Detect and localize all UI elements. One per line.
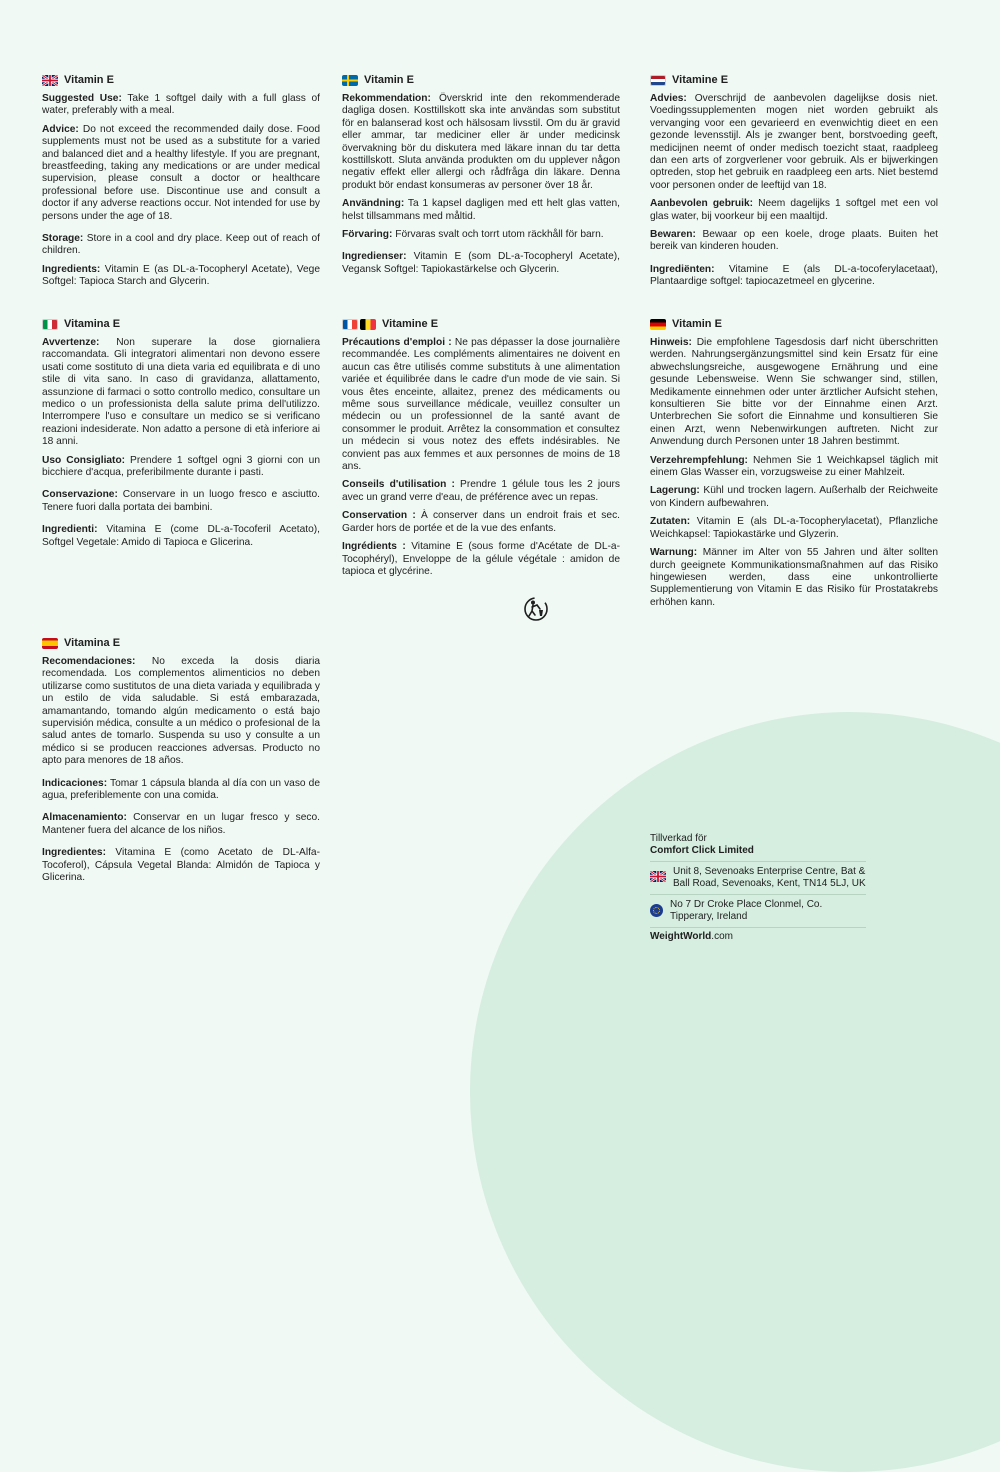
para-warnung: Warnung: Männer im Alter von 55 Jahren und älter sollten durch geeignete Kommunikationsmaßnahmen auf das Risiko hingewiesen werden, dass eine unkontrollierte Supplementierung von Vitamin E das Risiko für Prostatakrebs erhöhen kann. <box>650 547 938 608</box>
section-it-title <box>42 317 320 331</box>
uk-flag-icon <box>650 871 666 882</box>
para-uso-consigliato: Uso Consigliato: Prendere 1 softgel ogni 3 giorni con un bicchiere d'acqua, preferibilmente durante i pasti. <box>42 454 320 479</box>
para-precautions: Précautions d'emploi : Ne pas dépasser la dose journalière recommandée. Les compléments alimentaires ne doivent en aucun cas être utilisés comme substituts à une alimentation variée et équilibrée dans le cadre d'un mode de vie sain. Si vous êtes enceinte, allaitez, prenez des médicaments ou même sous surveillance médicale, veuillez consulter un médecin ou un professionnel de la santé avant de consommer le produit. Arrêtez la consommation et consultez un médecin si vous notez des effets indésirables. Ne convient pas aux femmes et aux personnes de moins de 18 ans. <box>342 337 620 473</box>
netherlands-flag-icon <box>650 75 666 86</box>
section-es-title <box>42 636 320 650</box>
para-verzehrempfehlung: Verzehrempfehlung: Nehmen Sie 1 Weichkapsel täglich mit einem Glas Wasser ein, vorzugsweise zu einer Mahlzeit. <box>650 454 938 479</box>
para-recomendaciones: Recomendaciones: No exceda la dosis diaria recomendada. Los complementos alimenticios no deben utilizarse como sustitutos de una dieta variada y equilibrada y un estilo de vida saludable. Si está embarazada, amamantando, tomando algún medicamento o está bajo supervisión médica, consulte a un médico o profesional de la salud antes de tomarlo. Suspenda su uso y consulte a un médico si se producen reacciones adversas. Producto no apto para menores de 18 años. <box>42 656 320 767</box>
para-ingredients-fr: Ingrédients : Vitamine E (sous forme d'Acétate de DL-a-Tocophéryl), Enveloppe de la gélule végétale : amidon de tapioca et glycérine. <box>342 541 620 577</box>
eu-address: No 7 Dr Croke Place Clonmel, Co. Tipperary, Ireland <box>670 899 823 922</box>
section-nl <box>650 73 938 295</box>
para-avvertenze: Avvertenze: Non superare la dose giornaliera raccomandata. Gli integratori alimentari non devono essere usati come sostituto di una dieta varia ed equilibrata e di uno stile di vita sano. In caso di gravidanza, allattamento, assunzione di farmaci o sotto controllo medico, consultare un medico o un professionista della salute prima dell'utilizzo. Interrompere l'uso e consultare un medico se si verificano reazioni indesiderate. Non adatto a persone di età inferiore ai 18 anni. <box>42 337 320 448</box>
decorative-circle <box>470 712 1000 1472</box>
para-anvandning: Användning: Ta 1 kapsel dagligen med ett helt glas vatten, helst tillsammans med måltid. <box>342 198 620 222</box>
belgium-flag-icon <box>360 319 376 330</box>
sweden-flag-icon <box>342 75 358 86</box>
para-conservazione: Conservazione: Conservare in un luogo fresco e asciutto. Tenere fuori dalla portata dei bambini. <box>42 489 320 513</box>
para-ingredientes: Ingredientes: Vitamina E (como Acetato de DL-Alfa-Tocoferol), Cápsula Vegetal Blanda: Almidón de Tapioca y Glicerina. <box>42 847 320 884</box>
para-ingredients: Ingredients: Vitamin E (as DL-a-Tocopheryl Acetate), Vege Softgel: Tapioca Starch and Glycerin. <box>42 263 320 288</box>
company-name: Comfort Click Limited <box>650 845 754 856</box>
section-it <box>42 317 320 555</box>
para-conseils: Conseils d'utilisation : Prendre 1 gélule tous les 2 jours avec un grand verre d'eau, de préférence avec un repas. <box>342 479 620 503</box>
france-flag-icon <box>342 319 358 330</box>
para-ingredienti: Ingredienti: Vitamina E (come DL-a-Tocoferil Acetato), Softgel Vegetale: Amido di Tapioca e Glicerina. <box>42 524 320 548</box>
section-de-title <box>650 317 938 331</box>
section-sv-title <box>342 73 620 87</box>
title-text: Vitamine E <box>672 73 729 86</box>
para-advies: Advies: Overschrijd de aanbevolen dagelijkse dosis niet. Voedingssupplementen mogen niet worden gebruikt als vervanging voor een gevarieerd en evenwichtig dieet en een gezonde levensstijl. Als je zwanger bent, borstvoeding geeft, medicijnen neemt of onder medisch toezicht staat, raadpleeg dan een arts of zorgverlener voor gebruik. Als er bijwerkingen optreden, stop het gebruik en raadpleeg een arts. Niet bestemd voor personen onder de leeftijd van 18. <box>650 93 938 191</box>
para-rekommendation: Rekommendation: Överskrid inte den rekommenderade dagliga dosen. Kosttillskott ska inte användas som substitut för en balanserad kost och hälsosam livsstil. Om du är gravid eller ammar, tar mediciner eller är under medicinsk övervakning bör du diskutera med läkare innan du tar detta kosttillskott. Sluta använda produkten om du upplever någon negativ effekt eller allergi och rådfråga din läkare. Denna produkt bör endast konsumeras av personer över 18 år. <box>342 93 620 191</box>
para-suggested-use: Suggested Use: Take 1 softgel daily with a full glass of water, preferably with a meal. <box>42 93 320 117</box>
uk-address-row <box>650 861 866 894</box>
eu-address-row <box>650 894 866 927</box>
spain-flag-icon <box>42 638 58 649</box>
para-lagerung: Lagerung: Kühl und trocken lagern. Außerhalb der Reichweite von Kindern aufbewahren. <box>650 485 938 509</box>
section-en-title <box>42 73 320 87</box>
section-en <box>42 73 320 295</box>
website[interactable]: WeightWorld.com <box>650 927 866 943</box>
para-almacenamiento: Almacenamiento: Conservar en un lugar fresco y seco. Mantener fuera del alcance de los niños. <box>42 812 320 836</box>
title-text: Vitamin E <box>672 317 722 330</box>
para-bewaren: Bewaren: Bewaar op een koele, droge plaats. Buiten het bereik van kinderen houden. <box>650 229 938 253</box>
section-es <box>42 636 320 891</box>
para-indicaciones: Indicaciones: Tomar 1 cápsula blanda al día con un vaso de agua, preferiblemente con una comida. <box>42 777 320 802</box>
section-nl-title <box>650 73 938 87</box>
para-ingredienser: Ingredienser: Vitamin E (som DL-a-Tocopheryl Acetate), Vegansk Softgel: Tapiokastärkelse och Glycerin. <box>342 251 620 275</box>
para-advice: Advice: Do not exceed the recommended daily dose. Food supplements must not be used as a substitute for a varied and balanced diet and a healthy lifestyle. If you are pregnant, breastfeeding, taking any medications or are under medical supervision, please consult a doctor or healthcare professional before use. Discontinue use and consult a doctor if any adverse reactions occur. Not intended for use by persons under the age of 18. <box>42 123 320 222</box>
title-text: Vitamin E <box>64 73 114 86</box>
title-text: Vitamine E <box>382 317 439 330</box>
para-conservation: Conservation : À conserver dans un endroit frais et sec. Garder hors de portée et de la vue des enfants. <box>342 510 620 534</box>
section-fr <box>342 317 620 584</box>
manufacturer-block <box>650 833 866 943</box>
uk-address: Unit 8, Sevenoaks Enterprise Centre, Bat & Ball Road, Sevenoaks, Kent, TN14 5LJ, UK <box>673 866 866 889</box>
section-sv <box>342 73 620 282</box>
uk-flag-icon <box>42 75 58 86</box>
para-ingredienten: Ingrediënten: Vitamine E (als DL-a-tocoferylacetaat), Plantaardige softgel: tapiocazetmeel en glycerine. <box>650 263 938 288</box>
eu-flag-icon <box>650 904 663 917</box>
section-de <box>650 317 938 615</box>
para-zutaten: Zutaten: Vitamin E (als DL-a-Tocopherylacetat), Pflanzliche Weichkapsel: Tapiokastärke und Glyzerin. <box>650 516 938 540</box>
title-text: Vitamina E <box>64 317 121 330</box>
germany-flag-icon <box>650 319 666 330</box>
para-aanbevolen-gebruik: Aanbevolen gebruik: Neem dagelijks 1 softgel met een vol glas water, bij voorkeur bij een maaltijd. <box>650 198 939 222</box>
tidyman-recycle-icon <box>522 596 552 622</box>
section-fr-title <box>342 317 620 331</box>
para-forvaring: Förvaring: Förvaras svalt och torrt utom räckhåll för barn. <box>342 229 604 241</box>
title-text: Vitamina E <box>64 636 121 649</box>
title-text: Vitamin E <box>364 73 414 86</box>
para-hinweis: Hinweis: Die empfohlene Tagesdosis darf nicht überschritten werden. Nahrungsergänzungsmittel sind kein Ersatz für eine abwechslungsreiche, ausgewogene Ernährung und eine gesunde Lebensweise. Wenn Sie schwanger sind, stillen, Medikamente einnehmen oder unter ärztlicher Aufsicht stehen, konsultieren Sie bitte vor der Einnahme einen Arzt. Unterbrechen Sie sofort die Einnahme und konsultieren Sie einen Arzt, wenn Nebenwirkungen auftreten. Nicht zur Anwendung durch Personen unter 18 Jahren bestimmt. <box>650 337 938 448</box>
para-storage: Storage: Store in a cool and dry place. Keep out of reach of children. <box>42 233 320 257</box>
italy-flag-icon <box>42 319 58 330</box>
made-for-label: Tillverkad för <box>650 833 707 844</box>
